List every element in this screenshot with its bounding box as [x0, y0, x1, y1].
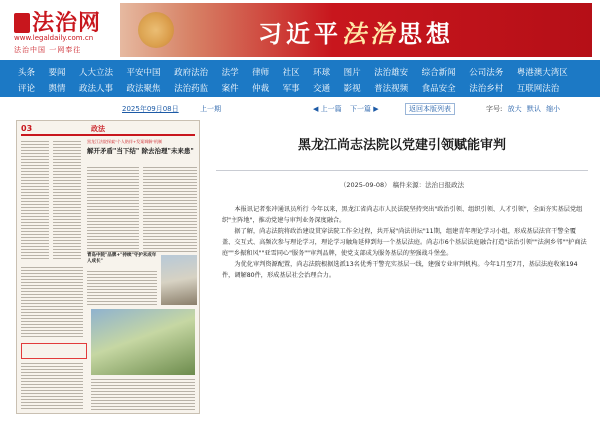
nav-item[interactable]: 要闻: [48, 67, 66, 78]
next-article-link[interactable]: 下一篇 ▶: [350, 105, 379, 113]
nav-item[interactable]: 法治药监: [174, 83, 209, 94]
nav-item[interactable]: 综合新闻: [421, 67, 456, 78]
article-paragraph: 为优化审判资源配置，尚志法院根据选派13名优秀干警充实基层一线，建强专业审判机构。今年1月至7月，基层法庭收案194件，调解80件，形成基层社会治理合力。: [222, 261, 578, 279]
paper-text-column: [21, 141, 49, 261]
nav-item[interactable]: 普法视频: [374, 83, 409, 94]
nav-row-2: [18, 79, 573, 96]
font-size-controls: [486, 104, 560, 114]
nav-item[interactable]: 军事: [282, 83, 300, 94]
site-header: [0, 0, 600, 60]
issue-date-link[interactable]: 2025年09月08日: [122, 105, 179, 113]
prev-issue-link[interactable]: 上一期: [200, 105, 221, 113]
nav-item[interactable]: 粤港澳大湾区: [516, 67, 568, 78]
current-article-highlight[interactable]: [21, 343, 87, 359]
nav-item[interactable]: 法治雄安: [374, 67, 409, 78]
nav-item[interactable]: 图片: [343, 67, 361, 78]
site-logo[interactable]: [14, 6, 114, 54]
nav-item[interactable]: 互联网法治: [516, 83, 560, 94]
nav-item[interactable]: 律师: [252, 67, 270, 78]
nav-item[interactable]: 评论: [18, 83, 36, 94]
article-title: 黑龙江尚志法院以党建引领赋能审判: [297, 138, 506, 153]
top-banner[interactable]: [120, 3, 592, 57]
nav-item[interactable]: 平安中国: [126, 67, 161, 78]
nav-item[interactable]: 交通: [313, 83, 331, 94]
banner-text: [120, 14, 592, 49]
font-default-link[interactable]: 默认: [526, 105, 541, 113]
nav-item[interactable]: 法治乡村: [469, 83, 504, 94]
article-paragraph: 据了解，尚志法院将政治建设贯穿法院工作全过程，共开展"尚法讲坛"11期，组建青年理论学习小组，形成基层法官干警全覆盖、交互式、高频次参与理论学习，理论学习触角延伸到每一个基层法庭。尚志市6个基层法庭融合打造"法治引领""法润乡邻""护商法庭""乡振和风""亚雪同心"服务""审判品牌，使党支部成为服务基层的坚强战斗堡垒。: [222, 228, 587, 257]
paper-text-column: [91, 379, 195, 411]
nav-item[interactable]: 政法聚焦: [126, 83, 161, 94]
font-smaller-link[interactable]: 缩小: [546, 105, 561, 113]
nav-item[interactable]: 食品安全: [421, 83, 456, 94]
paper-text-column: [143, 167, 197, 253]
paper-text-column: [21, 363, 83, 411]
banner-text-a: 习近平: [258, 19, 342, 48]
paper-headline-sub: 黑龙江法院探索"个人陪伴+发案调解"机制: [87, 139, 163, 144]
paper-headline-2: 青岛中院"品牌+"持续"守护未成年人成长": [87, 253, 157, 264]
paper-text-column: [53, 141, 81, 261]
paper-masthead: [21, 124, 195, 136]
nav-item[interactable]: 人大立法: [79, 67, 114, 78]
article-meta: （2025-09-08） 稿件来源：法治日报政法: [339, 181, 465, 189]
nav-item[interactable]: 政法人事: [79, 83, 114, 94]
banner-text-c: 思想: [398, 19, 454, 48]
paper-text-column: [87, 167, 139, 253]
logo-title: [14, 6, 101, 37]
font-size-label: 字号:: [486, 105, 503, 113]
nav-item[interactable]: 头条: [18, 67, 36, 78]
paper-text-column: [87, 271, 157, 305]
banner-text-b: 法治: [342, 19, 398, 48]
article-panel: [210, 120, 594, 414]
newspaper-page-image[interactable]: [16, 120, 200, 414]
nav-item[interactable]: 案件: [221, 83, 239, 94]
paper-headline: 解开矛盾"当下结" 除去治理"未来患": [87, 147, 194, 155]
nav-item[interactable]: 影视: [343, 83, 361, 94]
logo-icon: [14, 13, 30, 33]
font-bigger-link[interactable]: 放大: [507, 105, 522, 113]
paper-section-title: 政法: [91, 124, 105, 133]
nav-item[interactable]: 仲裁: [252, 83, 270, 94]
nav-item[interactable]: 政府法治: [174, 67, 209, 78]
nav-item[interactable]: 环球: [313, 67, 331, 78]
nav-row-1: [18, 63, 581, 80]
nav-item[interactable]: 法学: [221, 67, 239, 78]
nav-item[interactable]: 舆情: [48, 83, 66, 94]
issue-toolbar: [0, 100, 600, 118]
paper-photo: [91, 309, 195, 375]
back-to-list-button[interactable]: 返回本版列表: [405, 103, 455, 115]
paper-page-number: 03: [21, 124, 33, 133]
logo-url: www.legaldaily.com.cn: [14, 34, 94, 42]
paper-photo: [161, 255, 197, 305]
nav-item[interactable]: 公司法务: [469, 67, 504, 78]
prev-article-link[interactable]: ◀ 上一篇: [313, 105, 342, 113]
title-divider: [216, 170, 588, 171]
main-nav: [0, 60, 600, 97]
paper-text-column: [21, 267, 83, 337]
logo-slogan: 法治中国 一网奉往: [14, 46, 82, 54]
logo-text: 法治网: [32, 10, 102, 36]
nav-item[interactable]: 社区: [282, 67, 300, 78]
article-paragraph: 本报讯记者张冲通讯员所行 今年以来，黑龙江省尚志市人民法院坚持突出"政治引领、组织引领、人才引领"，全面夯实基层党组织"主阵地"，推动党建与审判业务深度融合。: [222, 206, 583, 224]
article-body: [222, 204, 588, 281]
